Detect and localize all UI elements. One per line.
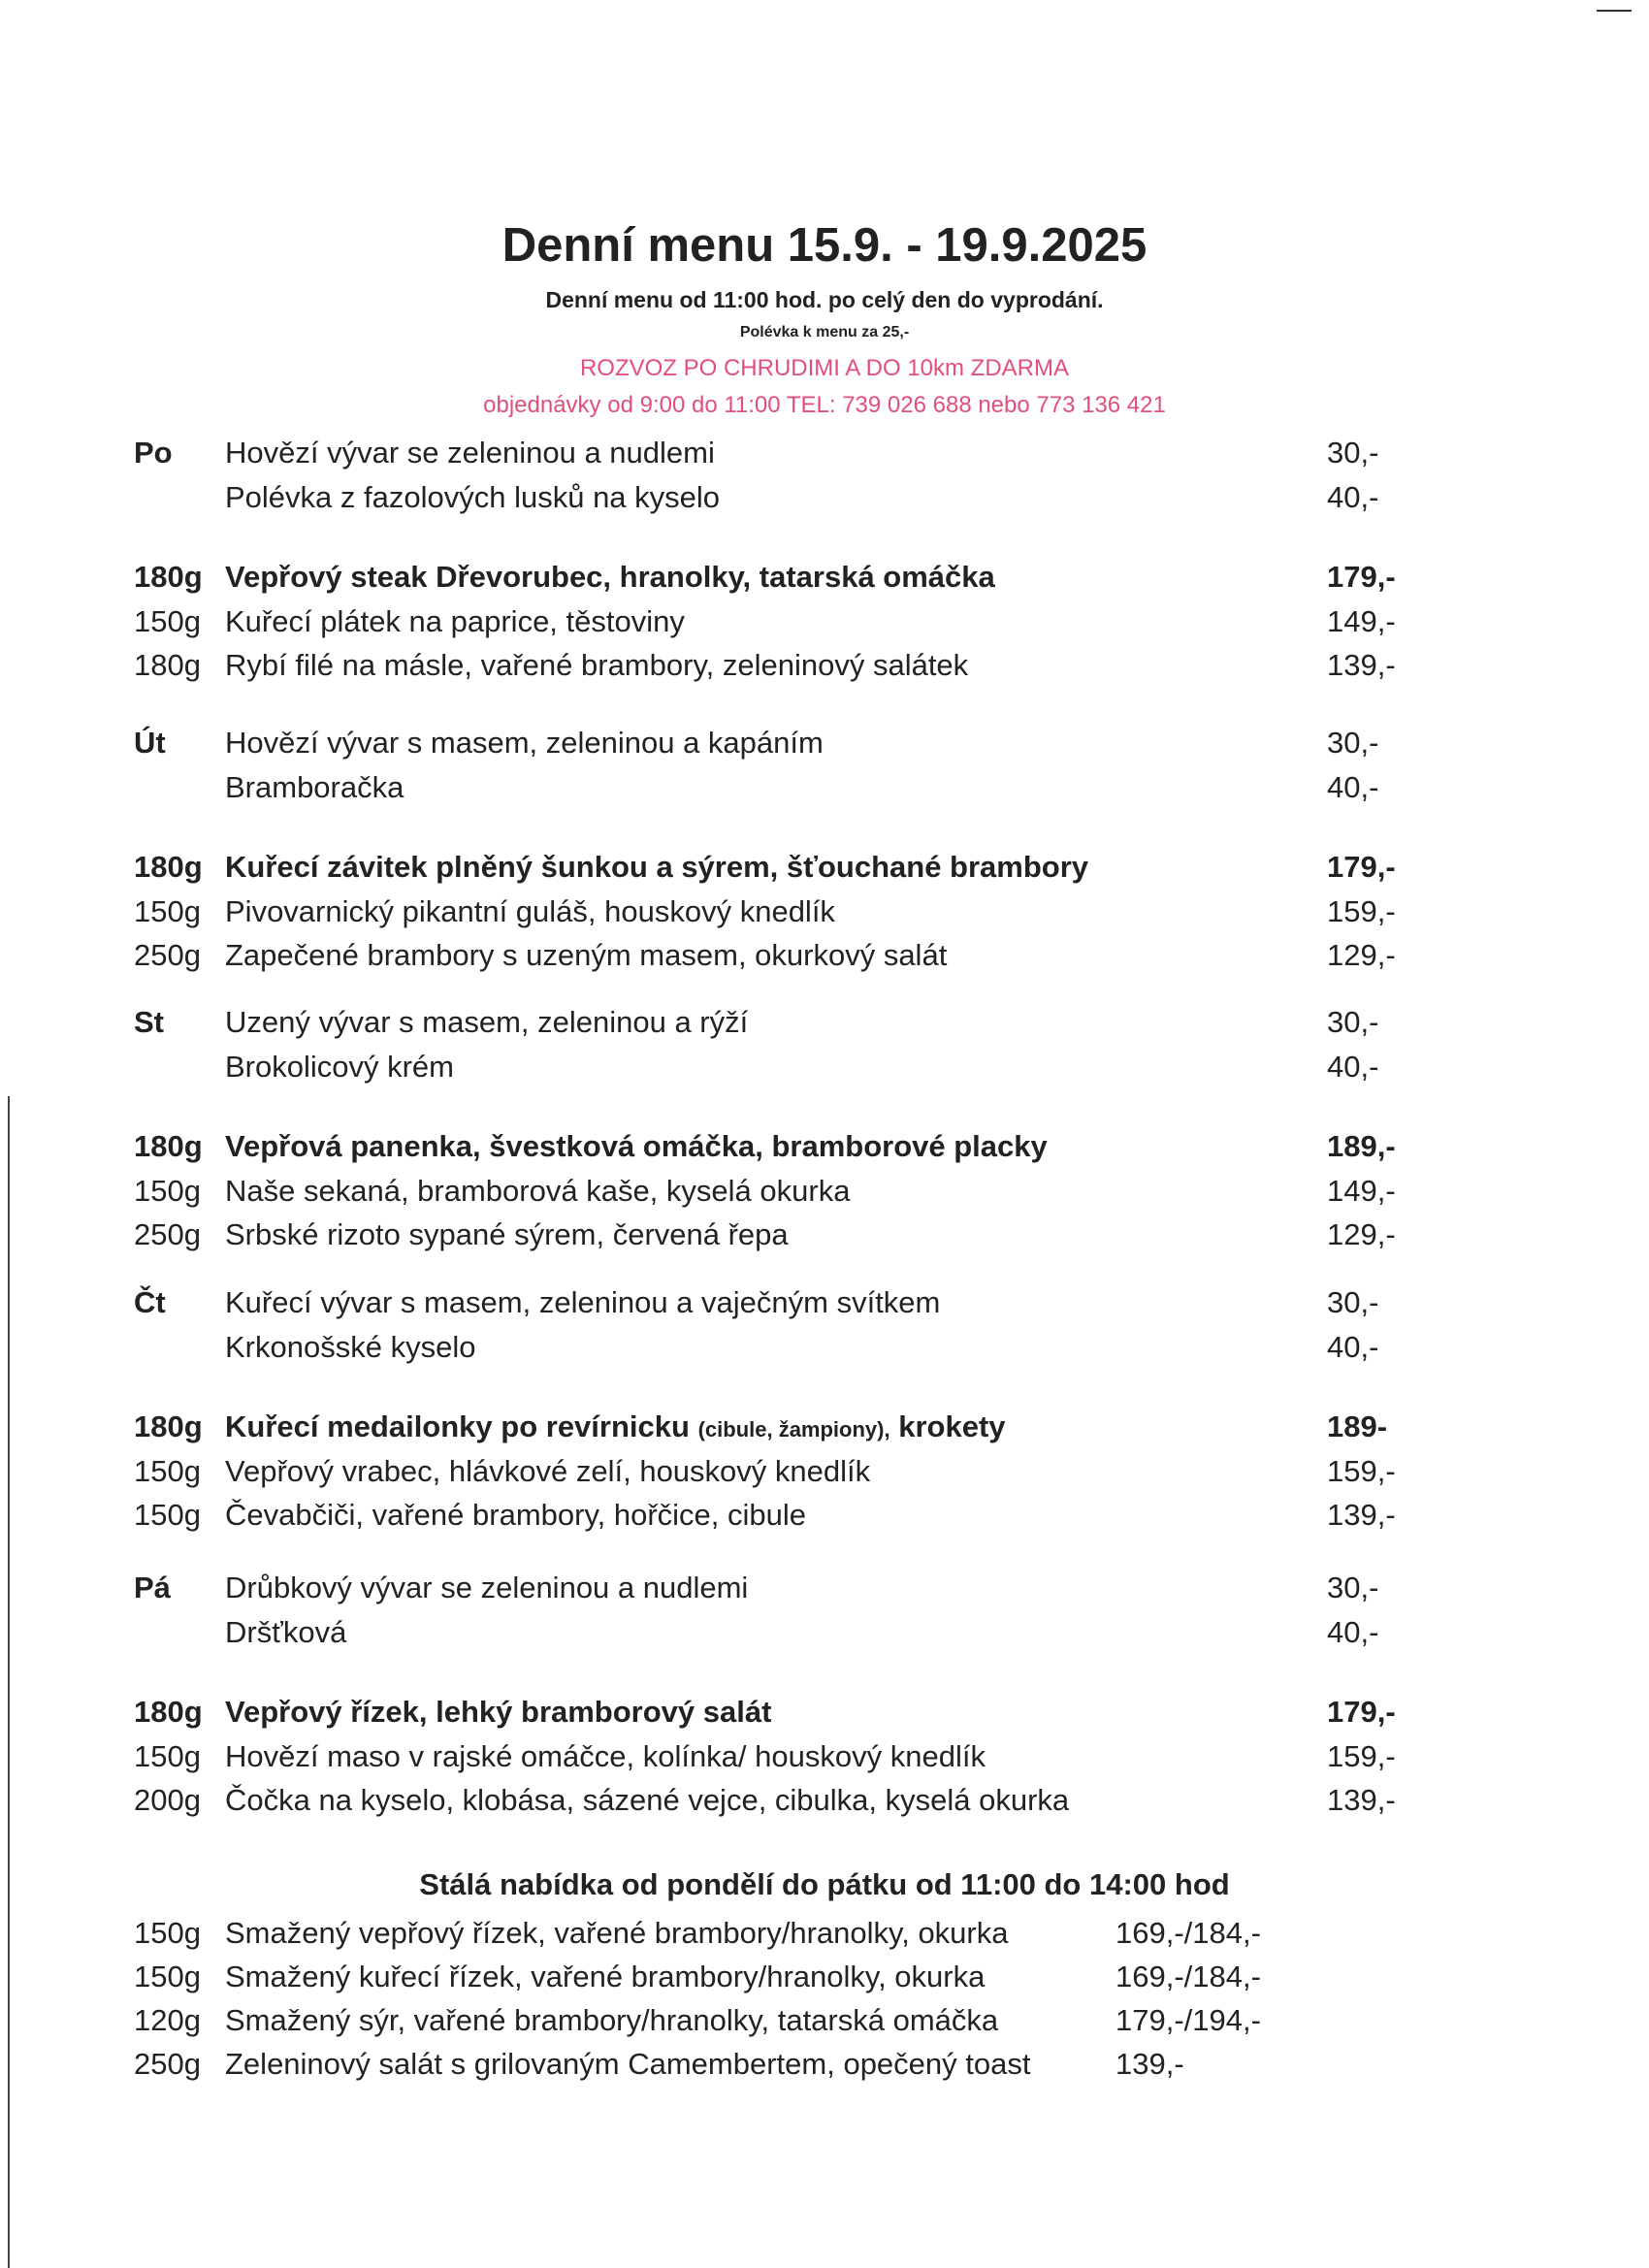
dish-weight: 150g (134, 1453, 201, 1488)
day-label: Čt (134, 1285, 166, 1319)
dish-note: (cibule, žampiony), (697, 1417, 890, 1442)
main-dish-row (0, 599, 1649, 644)
dish-name-text: Vepřová panenka, švestková omáčka, bramborové placky (225, 1129, 1048, 1163)
dish-name: Drůbkový vývar se zeleninou a nudlemi (225, 1571, 749, 1604)
dish-name-text: Srbské rizoto sypané sýrem, červená řepa (225, 1217, 789, 1251)
standing-offer-row (0, 2042, 1649, 2087)
day-label: Po (134, 436, 173, 470)
dish-price: 169,-/184,- (1116, 1960, 1261, 1993)
dish-name (225, 1690, 771, 1734)
dish-weight: 150g (134, 1916, 201, 1950)
dish-price: 30,- (1327, 1285, 1379, 1319)
delivery-notice: ROZVOZ PO CHRUDIMI A DO 10km ZDARMA (579, 355, 1070, 381)
order-contact: objednávky od 9:00 do 11:00 TEL: 739 026 688 nebo 773 136 421 (483, 392, 1166, 418)
dish-name-text: Čevabčiči, vařené brambory, hořčice, cibule (225, 1498, 807, 1532)
main-dish-row (0, 1449, 1649, 1494)
page-title: Denní menu 15.9. - 19.9.2025 (501, 219, 1148, 272)
dish-name: Smažený vepřový řízek, vařené brambory/hranolky, okurka (225, 1916, 1009, 1950)
dish-weight: 120g (134, 2003, 201, 2037)
dish-name (225, 1449, 870, 1494)
dish-weight: 150g (134, 1738, 201, 1773)
main-dish-row (0, 1734, 1649, 1779)
dish-weight: 250g (134, 938, 201, 972)
main-dish-row (0, 1493, 1649, 1538)
main-dish-row (0, 933, 1649, 978)
dish-weight: 250g (134, 2047, 201, 2081)
dish-weight: 180g (134, 1409, 203, 1443)
dish-price: 40,- (1327, 1049, 1379, 1084)
soup-row (0, 765, 1649, 810)
dish-price: 179,- (1327, 1695, 1396, 1729)
dish-name: Bramboračka (225, 769, 404, 804)
dish-price: 139,- (1116, 2047, 1184, 2081)
dish-price: 30,- (1327, 726, 1379, 760)
dish-name (225, 933, 947, 978)
dish-name: Dršťková (225, 1614, 347, 1649)
dish-name (225, 1124, 1048, 1169)
main-dish-row (0, 890, 1649, 934)
dish-price: 129,- (1327, 938, 1396, 972)
dish-price: 179,-/194,- (1116, 2003, 1261, 2037)
scan-artifact-line (1597, 10, 1632, 12)
main-dish-row (0, 1124, 1649, 1169)
dish-price: 179,- (1327, 560, 1396, 594)
dish-name: Uzený vývar s masem, zeleninou a rýží (225, 1005, 749, 1039)
soup-row (0, 1325, 1649, 1370)
standing-offer-title: Stálá nabídka od pondělí do pátku od 11:00 do 14:00 hod (419, 1867, 1230, 1901)
main-dish-row (0, 1690, 1649, 1734)
dish-weight: 150g (134, 1960, 201, 1993)
dish-weight: 180g (134, 1129, 203, 1163)
soup-row (0, 1566, 1649, 1610)
dish-name-text: krokety (898, 1409, 1006, 1443)
dish-price: 139,- (1327, 1783, 1396, 1817)
soup-row (0, 1280, 1649, 1325)
main-dish-row (0, 1405, 1649, 1449)
dish-price: 139,- (1327, 1498, 1396, 1532)
soup-row (0, 1045, 1649, 1089)
dish-name-text: Vepřový vrabec, hlávkové zelí, houskový knedlík (225, 1453, 871, 1488)
dish-price: 189- (1327, 1409, 1388, 1443)
dish-name-text: Hovězí maso v rajské omáčce, kolínka/ houskový knedlík (225, 1738, 986, 1773)
dish-price: 169,-/184,- (1116, 1916, 1261, 1950)
soup-row (0, 1610, 1649, 1655)
main-dish-row (0, 1169, 1649, 1214)
dish-weight: 180g (134, 560, 203, 594)
main-dish-row (0, 643, 1649, 688)
dish-weight: 180g (134, 1695, 203, 1729)
dish-name (225, 1734, 986, 1779)
dish-name-text: Vepřový steak Dřevorubec, hranolky, tatarská omáčka (225, 560, 995, 594)
dish-name: Brokolicový krém (225, 1049, 454, 1084)
main-dish-row (0, 555, 1649, 599)
soup-row (0, 1000, 1649, 1045)
dish-name-text: Čočka na kyselo, klobása, sázené vejce, cibulka, kyselá okurka (225, 1783, 1070, 1817)
dish-price: 40,- (1327, 769, 1379, 804)
main-dish-row (0, 1778, 1649, 1823)
dish-name: Polévka z fazolových lusků na kyselo (225, 479, 721, 514)
dish-price: 139,- (1327, 648, 1396, 682)
scan-artifact-edge (8, 1096, 10, 2268)
dish-price: 159,- (1327, 1738, 1396, 1773)
dish-weight: 180g (134, 850, 203, 884)
main-dish-row (0, 845, 1649, 890)
dish-name: Zeleninový salát s grilovaným Camembertem, opečený toast (225, 2047, 1031, 2081)
standing-offer-row (0, 1955, 1649, 1999)
dish-price: 189,- (1327, 1129, 1396, 1163)
dish-price: 40,- (1327, 1614, 1379, 1649)
dish-name-text: Zapečené brambory s uzeným masem, okurkový salát (225, 938, 948, 972)
dish-name: Smažený sýr, vařené brambory/hranolky, tatarská omáčka (225, 2003, 999, 2037)
dish-price: 30,- (1327, 1005, 1379, 1039)
day-label: Pá (134, 1571, 171, 1604)
dish-weight: 150g (134, 603, 201, 638)
dish-name (225, 890, 835, 934)
day-label: Út (134, 726, 166, 760)
dish-name (225, 845, 1088, 890)
dish-price: 159,- (1327, 893, 1396, 928)
dish-name: Hovězí vývar se zeleninou a nudlemi (225, 436, 715, 470)
dish-weight: 150g (134, 1498, 201, 1532)
dish-name (225, 1778, 1069, 1823)
dish-name (225, 1169, 850, 1214)
dish-name: Hovězí vývar s masem, zeleninou a kapáním (225, 726, 824, 760)
dish-name (225, 1405, 1006, 1452)
dish-price: 30,- (1327, 1571, 1379, 1604)
dish-name (225, 1213, 789, 1257)
dish-name (225, 599, 685, 644)
dish-name-text: Pivovarnický pikantní guláš, houskový knedlík (225, 893, 835, 928)
dish-name-text: Kuřecí plátek na paprice, těstoviny (225, 603, 685, 638)
dish-price: 40,- (1327, 1329, 1379, 1364)
dish-name-text: Vepřový řízek, lehký bramborový salát (225, 1695, 772, 1729)
dish-name-text: Kuřecí závitek plněný šunkou a sýrem, šťouchané brambory (225, 850, 1089, 884)
soup-row (0, 475, 1649, 520)
dish-price: 179,- (1327, 850, 1396, 884)
dish-name: Smažený kuřecí řízek, vařené brambory/hranolky, okurka (225, 1960, 986, 1993)
dish-name (225, 555, 995, 599)
day-label: St (134, 1005, 164, 1039)
dish-price: 129,- (1327, 1217, 1396, 1251)
standing-offer-row (0, 1911, 1649, 1956)
dish-price: 149,- (1327, 1173, 1396, 1208)
dish-name (225, 643, 968, 688)
dish-weight: 250g (134, 1217, 201, 1251)
dish-price: 159,- (1327, 1453, 1396, 1488)
dish-weight: 200g (134, 1783, 201, 1817)
dish-weight: 150g (134, 1173, 201, 1208)
dish-weight: 150g (134, 893, 201, 928)
dish-name: Krkonošské kyselo (225, 1329, 476, 1364)
dish-name: Kuřecí vývar s masem, zeleninou a vaječným svítkem (225, 1285, 941, 1319)
main-dish-row (0, 1213, 1649, 1257)
dish-name-text: Rybí filé na másle, vařené brambory, zeleninový salátek (225, 648, 969, 682)
page-subtitle: Denní menu od 11:00 hod. po celý den do vyprodání. (545, 287, 1104, 312)
dish-name (225, 1493, 806, 1538)
dish-price: 149,- (1327, 603, 1396, 638)
dish-name-text: Kuřecí medailonky po revírnicku (225, 1409, 690, 1443)
soup-row (0, 431, 1649, 475)
dish-price: 30,- (1327, 436, 1379, 470)
soup-price-note: Polévka k menu za 25,- (739, 324, 910, 340)
dish-name-text: Naše sekaná, bramborová kaše, kyselá okurka (225, 1173, 851, 1208)
dish-weight: 180g (134, 648, 201, 682)
soup-row (0, 721, 1649, 765)
standing-offer-row (0, 1998, 1649, 2043)
dish-price: 40,- (1327, 479, 1379, 514)
